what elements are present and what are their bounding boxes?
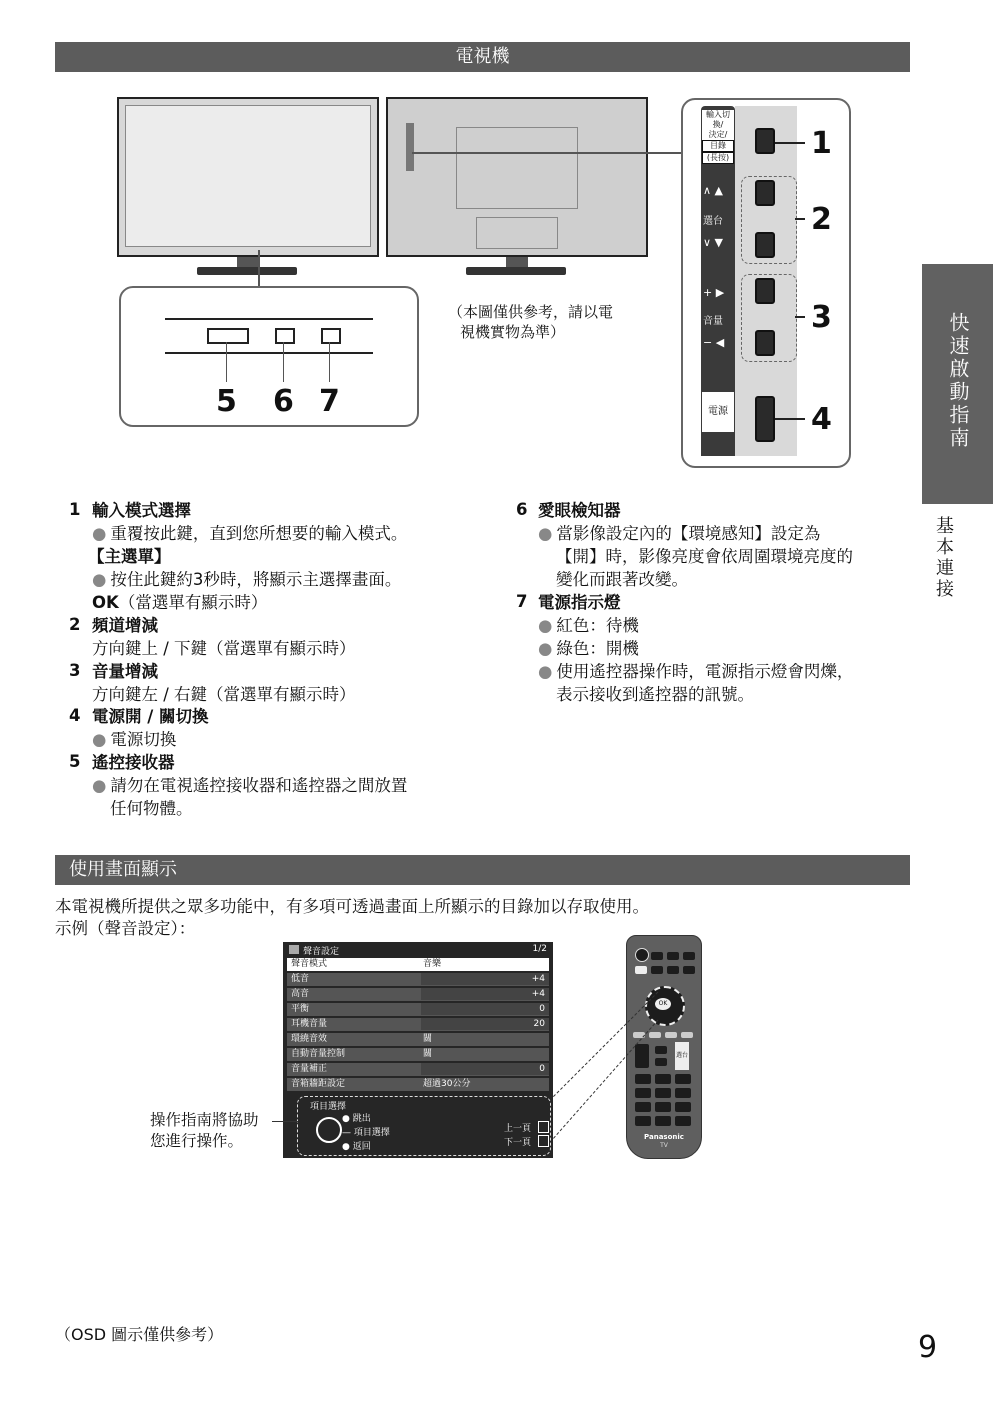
dpad-icon xyxy=(316,1117,342,1143)
item-5-line-2: 任何物體。 xyxy=(110,799,193,818)
panel-label-up: ∧ ▲ xyxy=(703,184,724,197)
power-icon xyxy=(635,948,649,962)
tv-caption: （本圖僅供參考，請以電 視機實物為準） xyxy=(448,303,614,341)
bullet-icon: ● xyxy=(92,570,107,589)
osd-row[interactable]: 聲音模式 音樂 xyxy=(287,958,549,971)
item-7-line-2: ● 綠色：開機 xyxy=(538,639,639,658)
callout-number-6: 6 xyxy=(273,384,294,419)
power-button[interactable] xyxy=(755,396,775,442)
osd-row[interactable]: 音量補正 0 xyxy=(287,1063,549,1076)
channel-down-button[interactable] xyxy=(755,232,775,258)
footnote: （OSD 圖示僅供參考） xyxy=(55,1325,224,1344)
screen-section-title: 使用畫面顯示 xyxy=(69,859,177,880)
callout-line xyxy=(258,250,260,288)
item-7-line-3: ● 使用遙控器操作時，電源指示燈會閃爍， xyxy=(538,662,854,681)
tv-section-header xyxy=(55,42,910,72)
item-6-number: 6 xyxy=(516,500,528,519)
osd-row[interactable]: 平衡 0 xyxy=(287,1003,549,1016)
item-6-line-1: ● 當影像設定內的【環境感知】設定為 xyxy=(538,524,821,543)
guide-annotation: 操作指南將協助 您進行操作。 xyxy=(150,1111,259,1150)
item-5-title: 遙控接收器 xyxy=(92,753,175,772)
panel-label-minus: − ◀ xyxy=(703,336,725,349)
item-6-line-2: 【開】時，影像亮度會依周圍環境亮度的 xyxy=(556,547,853,566)
item-2-line-1: 方向鍵上 / 下鍵（當選單有顯示時） xyxy=(92,639,356,658)
item-4-title: 電源開 / 關切換 xyxy=(92,707,209,726)
side-number-3: 3 xyxy=(811,300,832,335)
remote-brand: Panasonic xyxy=(644,1133,684,1141)
bullet-icon: ● xyxy=(92,730,107,749)
bullet-icon: ● xyxy=(538,524,553,543)
bullet-icon: ● xyxy=(538,616,553,635)
connector-lines xyxy=(540,990,660,1150)
item-2-title: 頻道增減 xyxy=(92,616,158,635)
bullet-icon: ● xyxy=(538,662,553,681)
side-number-1: 1 xyxy=(811,126,832,161)
side-number-2: 2 xyxy=(811,202,832,237)
bullet-icon: ● xyxy=(538,639,553,658)
osd-guide-box: 項目選擇 ● 跳出 — 項目選擇 ● 返回 上一頁 下一頁 xyxy=(297,1096,551,1156)
osd-row[interactable]: 高音 +4 xyxy=(287,988,549,1001)
item-7-line-4: 表示接收到遙控器的訊號。 xyxy=(556,685,754,704)
osd-row[interactable]: 音箱牆距設定 超過30公分 xyxy=(287,1078,549,1091)
callout-line-side xyxy=(412,152,702,154)
screen-section-example: 示例（聲音設定）： xyxy=(55,919,196,938)
item-5-number: 5 xyxy=(69,752,81,771)
input-button[interactable] xyxy=(755,128,775,154)
screen-section-desc: 本電視機所提供之眾多功能中，有多項可透過畫面上所顯示的目錄加以存取使用。 xyxy=(55,897,649,916)
volume-down-button[interactable] xyxy=(755,330,775,356)
osd-row[interactable]: 耳機音量 20 xyxy=(287,1018,549,1031)
item-4-number: 4 xyxy=(69,706,81,725)
item-1-title: 輸入模式選擇 xyxy=(92,501,191,520)
panel-label-plus: + ▶ xyxy=(703,286,725,299)
item-1-line-3: ● 按住此鍵約3秒時，將顯示主選擇畫面。 xyxy=(92,570,402,589)
osd-page: 1/2 xyxy=(532,944,547,954)
guide-pointer-line xyxy=(272,1121,298,1122)
side-tab-inactive-label: 基本連接 xyxy=(933,516,954,600)
volume-up-button[interactable] xyxy=(755,278,775,304)
item-6-line-3: 變化而跟著改變。 xyxy=(556,570,688,589)
channel-up-button[interactable] xyxy=(755,180,775,206)
tv-section-title: 電視機 xyxy=(455,46,510,67)
item-7-number: 7 xyxy=(516,592,528,611)
osd-header: 聲音設定 xyxy=(303,947,340,957)
osd-row[interactable]: 自動音量控制 關 xyxy=(287,1048,549,1061)
side-tab-quick-start xyxy=(922,264,993,504)
tv-front-illustration xyxy=(117,97,379,279)
item-3-line-1: 方向鍵左 / 右鍵（當選單有顯示時） xyxy=(92,685,356,704)
front-sensor-zoom-box xyxy=(119,286,419,427)
remote-channel-key: 選台 xyxy=(675,1042,689,1070)
panel-label-down: ∨ ▼ xyxy=(703,236,724,249)
item-1-line-2: 【主選單】 xyxy=(88,547,171,566)
item-3-title: 音量增減 xyxy=(92,662,158,681)
item-7-line-1: ● 紅色：待機 xyxy=(538,616,639,635)
page-number: 9 xyxy=(918,1330,938,1365)
osd-sound-settings xyxy=(283,942,553,1158)
bullet-icon: ● xyxy=(92,524,107,543)
panel-label-power: 電源 xyxy=(702,392,734,432)
screen-section-header xyxy=(55,855,910,885)
side-control-panel: 輸入切換/ 決定/ 目錄 (長按) ∧ ▲ 選台 ∨ ▼ + ▶ 音量 − ◀ 電源 1 2 3 4 xyxy=(681,98,851,468)
callout-number-5: 5 xyxy=(216,384,237,419)
item-2-number: 2 xyxy=(69,615,81,634)
remote-ok-label: OK xyxy=(655,998,671,1010)
panel-label-volume: 音量 xyxy=(703,316,723,327)
side-number-4: 4 xyxy=(811,402,832,437)
item-4-line-1: ● 電源切換 xyxy=(92,730,177,749)
callout-number-7: 7 xyxy=(319,384,340,419)
item-7-title: 電源指示燈 xyxy=(538,593,621,612)
panel-label-channel: 選台 xyxy=(703,216,723,227)
osd-row[interactable]: 環繞音效 關 xyxy=(287,1033,549,1046)
item-1-line-1: ● 重覆按此鍵，直到您所想要的輸入模式。 xyxy=(92,524,408,543)
side-tab-active-label: 快速啟動指南 xyxy=(946,312,970,450)
item-1-number: 1 xyxy=(69,500,81,519)
item-6-title: 愛眼檢知器 xyxy=(538,501,621,520)
osd-row[interactable]: 低音 +4 xyxy=(287,973,549,986)
item-5-line-1: ● 請勿在電視遙控接收器和遙控器之間放置 xyxy=(92,776,408,795)
remote-model: TV xyxy=(660,1142,668,1149)
tv-back-illustration xyxy=(386,97,648,279)
item-1-line-4: OK（當選單有顯示時） xyxy=(92,593,268,612)
item-3-number: 3 xyxy=(69,661,81,680)
bullet-icon: ● xyxy=(92,776,107,795)
sound-menu-icon xyxy=(289,945,299,954)
